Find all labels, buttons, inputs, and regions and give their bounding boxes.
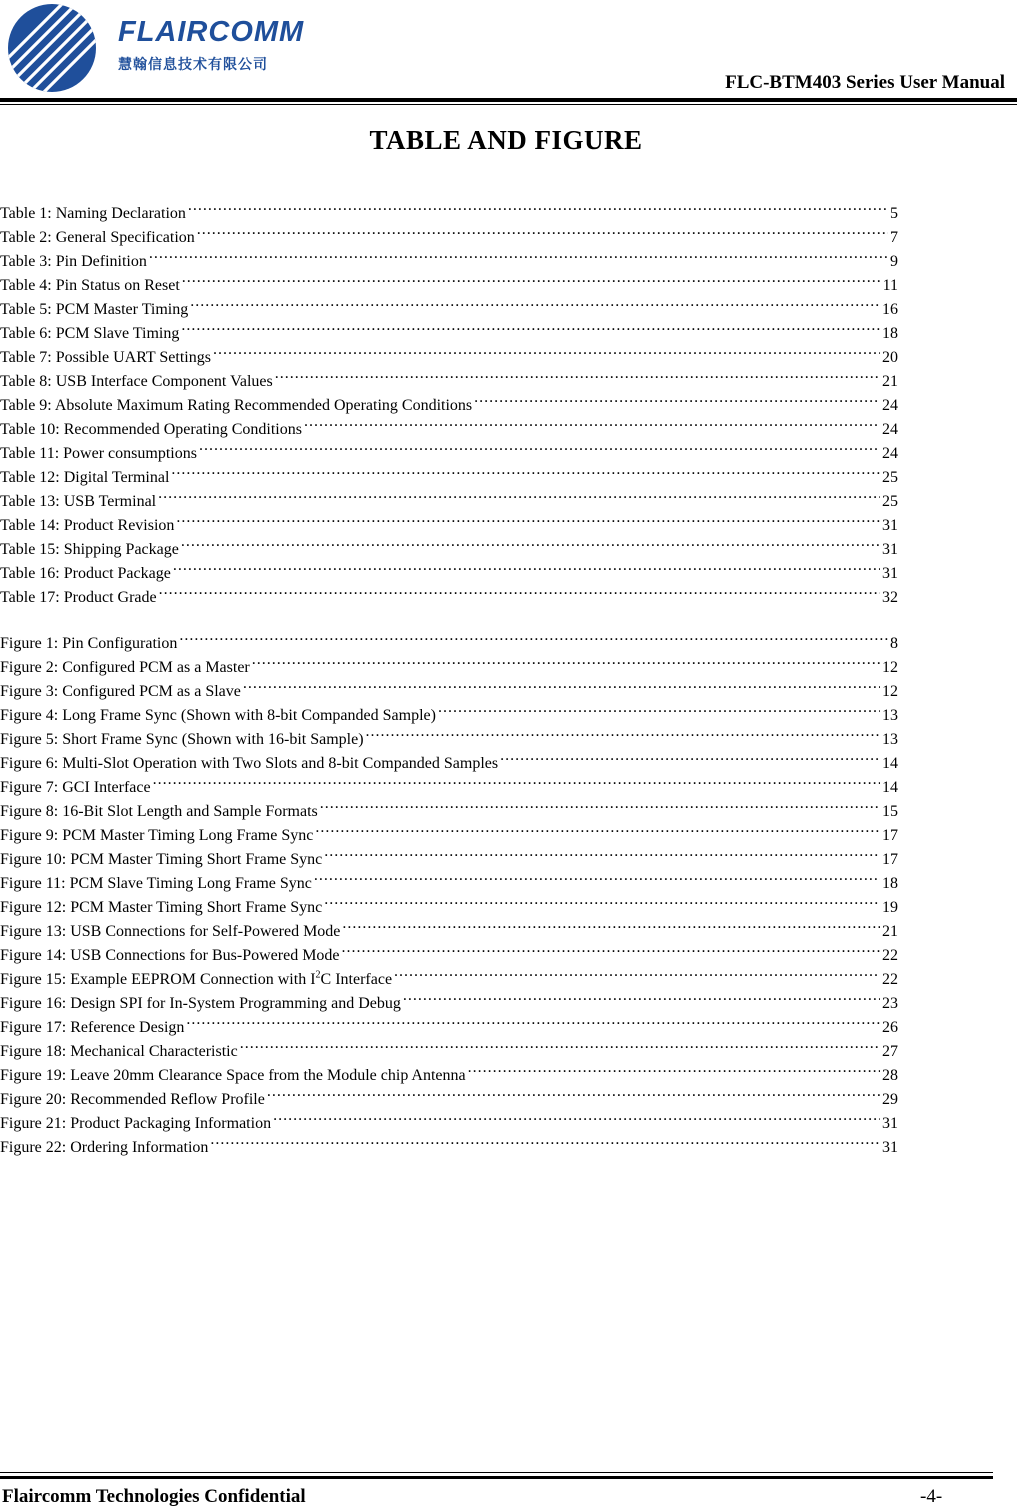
- toc-figure-entry-page-number: 27: [882, 1043, 898, 1060]
- dot-leader: [173, 554, 880, 578]
- dot-leader: [468, 1056, 880, 1080]
- toc-table-entry-label: Table 3: Pin Definition: [0, 253, 147, 270]
- toc-table-entry-page-number: 24: [882, 397, 898, 414]
- toc-table-entry-page-number: 11: [882, 277, 898, 294]
- toc-figure-entry-page-number: 28: [882, 1067, 898, 1084]
- footer-confidential: Flaircomm Technologies Confidential: [2, 1486, 306, 1507]
- logo-subtitle: 慧翰信息技术有限公司: [118, 57, 268, 73]
- toc-figure-entry-label: Figure 3: Configured PCM as a Slave: [0, 683, 241, 700]
- dot-leader: [342, 912, 880, 936]
- toc-table-entry-label: Table 12: Digital Terminal: [0, 469, 170, 486]
- flaircomm-emblem-icon: [6, 2, 98, 94]
- toc-table-entry-label: Table 15: Shipping Package: [0, 541, 179, 558]
- toc-table-entry-label: Table 1: Naming Declaration: [0, 205, 186, 222]
- dot-leader: [199, 434, 880, 458]
- dot-leader: [324, 888, 880, 912]
- toc-table-entry-label: Table 5: PCM Master Timing: [0, 301, 189, 318]
- toc-figure-entry-label: Figure 4: Long Frame Sync (Shown with 8-bit Companded Sample): [0, 707, 436, 724]
- toc-table-entry-page-number: 24: [882, 445, 898, 462]
- toc-table-entry-label: Table 16: Product Package: [0, 565, 171, 582]
- toc-table-entry-page-number: 31: [882, 565, 898, 582]
- dot-leader: [182, 266, 881, 290]
- dot-leader: [304, 410, 880, 434]
- dot-leader: [403, 984, 880, 1008]
- toc-figure-entry-label: Figure 1: Pin Configuration: [0, 635, 178, 652]
- dot-leader: [149, 242, 888, 266]
- toc-figure-entry-label: Figure 8: 16-Bit Slot Length and Sample Formats: [0, 803, 318, 820]
- dot-leader: [243, 672, 880, 696]
- toc-figure-entry-label: Figure 11: PCM Slave Timing Long Frame Sync: [0, 875, 312, 892]
- toc-table-entry-page-number: 16: [882, 301, 898, 318]
- toc-figure-entry-page-number: 12: [882, 683, 898, 700]
- dot-leader: [186, 1008, 880, 1032]
- toc-figure-entry-label: Figure 10: PCM Master Timing Short Frame Sync: [0, 851, 323, 868]
- toc-table-entry-label: Table 14: Product Revision: [0, 517, 175, 534]
- dot-leader: [438, 696, 880, 720]
- toc-figure-entry-page-number: 21: [882, 923, 898, 940]
- dot-leader: [252, 648, 880, 672]
- footer-page-number: -4-: [920, 1486, 943, 1507]
- toc-figure-entry-label: Figure 7: GCI Interface: [0, 779, 151, 796]
- toc-table-entry-label: Table 10: Recommended Operating Conditions: [0, 421, 302, 438]
- toc-figure-entry-label: Figure 9: PCM Master Timing Long Frame Sync: [0, 827, 314, 844]
- toc-figure-entry-label: Figure 12: PCM Master Timing Short Frame Sync: [0, 899, 323, 916]
- toc-table-entry-page-number: 24: [882, 421, 898, 438]
- dot-leader: [267, 1080, 880, 1104]
- dot-leader: [176, 506, 880, 530]
- toc-figure-entry-label: Figure 6: Multi-Slot Operation with Two Slots and 8-bit Companded Samples: [0, 755, 499, 772]
- toc-table-entry-page-number: 31: [882, 541, 898, 558]
- footer-rule-thin: [0, 1472, 993, 1473]
- page-header: [0, 0, 1017, 106]
- toc-figure-entry-label: Figure 5: Short Frame Sync (Shown with 16-bit Sample): [0, 731, 364, 748]
- dot-leader: [275, 362, 880, 386]
- dot-leader: [394, 960, 880, 984]
- dot-leader: [315, 816, 880, 840]
- dot-leader: [210, 1128, 880, 1152]
- toc-figure-entry-label: Figure 22: Ordering Information: [0, 1139, 209, 1156]
- header-rule-thick: [0, 98, 1017, 102]
- toc-table-entry-page-number: 5: [890, 205, 898, 222]
- header-rule-thin: [0, 104, 1017, 105]
- dot-leader: [240, 1032, 880, 1056]
- toc-figure-entry-label: Figure 13: USB Connections for Self-Powered Mode: [0, 923, 341, 940]
- toc-figure-entry-label: Figure 16: Design SPI for In-System Programming and Debug: [0, 995, 401, 1012]
- dot-leader: [188, 194, 888, 218]
- toc-table-entry-page-number: 7: [890, 229, 898, 246]
- toc-figure-entry-page-number: 13: [882, 707, 898, 724]
- toc-table-entry-label: Table 17: Product Grade: [0, 589, 157, 606]
- toc-table-entry-page-number: 21: [882, 373, 898, 390]
- toc-figure-entry-page-number: 26: [882, 1019, 898, 1036]
- toc-figure-entry-page-number: 14: [882, 755, 898, 772]
- toc-table-entry-page-number: 25: [882, 469, 898, 486]
- toc-table-entry-label: Table 7: Possible UART Settings: [0, 349, 211, 366]
- toc-figure-entry-label: Figure 15: Example EEPROM Connection with $I^2C$ Interface: [0, 969, 393, 988]
- toc-figure-entry-page-number: 15: [882, 803, 898, 820]
- toc-figure-entry-label: Figure 18: Mechanical Characteristic: [0, 1043, 238, 1060]
- toc-table-entry-label: Table 11: Power consumptions: [0, 445, 197, 462]
- toc-figure-entry-page-number: 22: [882, 971, 898, 988]
- dot-leader: [273, 1104, 880, 1128]
- toc-figure-entry-label: Figure 21: Product Packaging Information: [0, 1115, 272, 1132]
- toc-figure-entry-label: Figure 2: Configured PCM as a Master: [0, 659, 250, 676]
- dot-leader: [181, 530, 880, 554]
- dot-leader: [314, 864, 880, 888]
- toc-table-entry[interactable]: [0, 194, 898, 222]
- toc-figure-entry[interactable]: [0, 624, 898, 652]
- toc-table-entry-page-number: 18: [882, 325, 898, 342]
- dot-leader: [324, 840, 880, 864]
- page-title: TABLE AND FIGURE: [369, 125, 643, 155]
- toc-figure-entry-page-number: 17: [882, 827, 898, 844]
- toc-table-entry-label: Table 13: USB Terminal: [0, 493, 157, 510]
- dot-leader: [366, 720, 880, 744]
- toc-table-entry-page-number: 31: [882, 517, 898, 534]
- dot-leader: [320, 792, 880, 816]
- dot-leader: [197, 218, 888, 242]
- toc-figure-entry-page-number: 31: [882, 1139, 898, 1156]
- toc-figure-entry-label: Figure 19: Leave 20mm Clearance Space from the Module chip Antenna: [0, 1067, 466, 1084]
- toc-figure-entry-label: Figure 17: Reference Design: [0, 1019, 185, 1036]
- toc-figure-entry-page-number: 17: [882, 851, 898, 868]
- logo-name: FLAIRCOMM: [118, 16, 305, 48]
- toc-table-entry-label: Table 9: Absolute Maximum Rating Recommended Operating Conditions: [0, 397, 473, 414]
- dot-leader: [500, 744, 880, 768]
- toc-figure-entry-page-number: 31: [882, 1115, 898, 1132]
- dot-leader: [190, 290, 880, 314]
- toc-table-entry-label: Table 4: Pin Status on Reset: [0, 277, 180, 294]
- table-list: [0, 194, 898, 606]
- dot-leader: [158, 482, 880, 506]
- toc-figure-entry-page-number: 14: [882, 779, 898, 796]
- dot-leader: [179, 624, 888, 648]
- toc-table-entry-page-number: 32: [882, 589, 898, 606]
- dot-leader: [171, 458, 880, 482]
- toc-table-entry-label: Table 8: USB Interface Component Values: [0, 373, 273, 390]
- dot-leader: [474, 386, 880, 410]
- toc-table-entry-page-number: 25: [882, 493, 898, 510]
- document-title: FLC-BTM403 Series User Manual: [725, 72, 1005, 93]
- dot-leader: [181, 314, 880, 338]
- toc-table-entry-page-number: 20: [882, 349, 898, 366]
- dot-leader: [153, 768, 880, 792]
- dot-leader: [342, 936, 880, 960]
- toc-figure-entry-page-number: 22: [882, 947, 898, 964]
- toc-figure-entry-page-number: 12: [882, 659, 898, 676]
- toc-figure-entry-page-number: 19: [882, 899, 898, 916]
- dot-leader: [159, 578, 880, 602]
- toc-figure-entry-page-number: 8: [890, 635, 898, 652]
- toc-figure-entry-page-number: 13: [882, 731, 898, 748]
- toc-figure-entry-page-number: 18: [882, 875, 898, 892]
- toc-figure-entry-label: Figure 20: Recommended Reflow Profile: [0, 1091, 265, 1108]
- footer-rule-thick: [0, 1476, 993, 1479]
- figure-list: [0, 624, 898, 1156]
- toc-table-entry-page-number: 9: [890, 253, 898, 270]
- toc-table-entry-label: Table 6: PCM Slave Timing: [0, 325, 180, 342]
- toc-figure-entry-label: Figure 14: USB Connections for Bus-Powered Mode: [0, 947, 340, 964]
- toc-figure-entry-page-number: 23: [882, 995, 898, 1012]
- dot-leader: [213, 338, 880, 362]
- toc-table-entry-label: Table 2: General Specification: [0, 229, 195, 246]
- toc-figure-entry-page-number: 29: [882, 1091, 898, 1108]
- company-logo: [6, 2, 326, 94]
